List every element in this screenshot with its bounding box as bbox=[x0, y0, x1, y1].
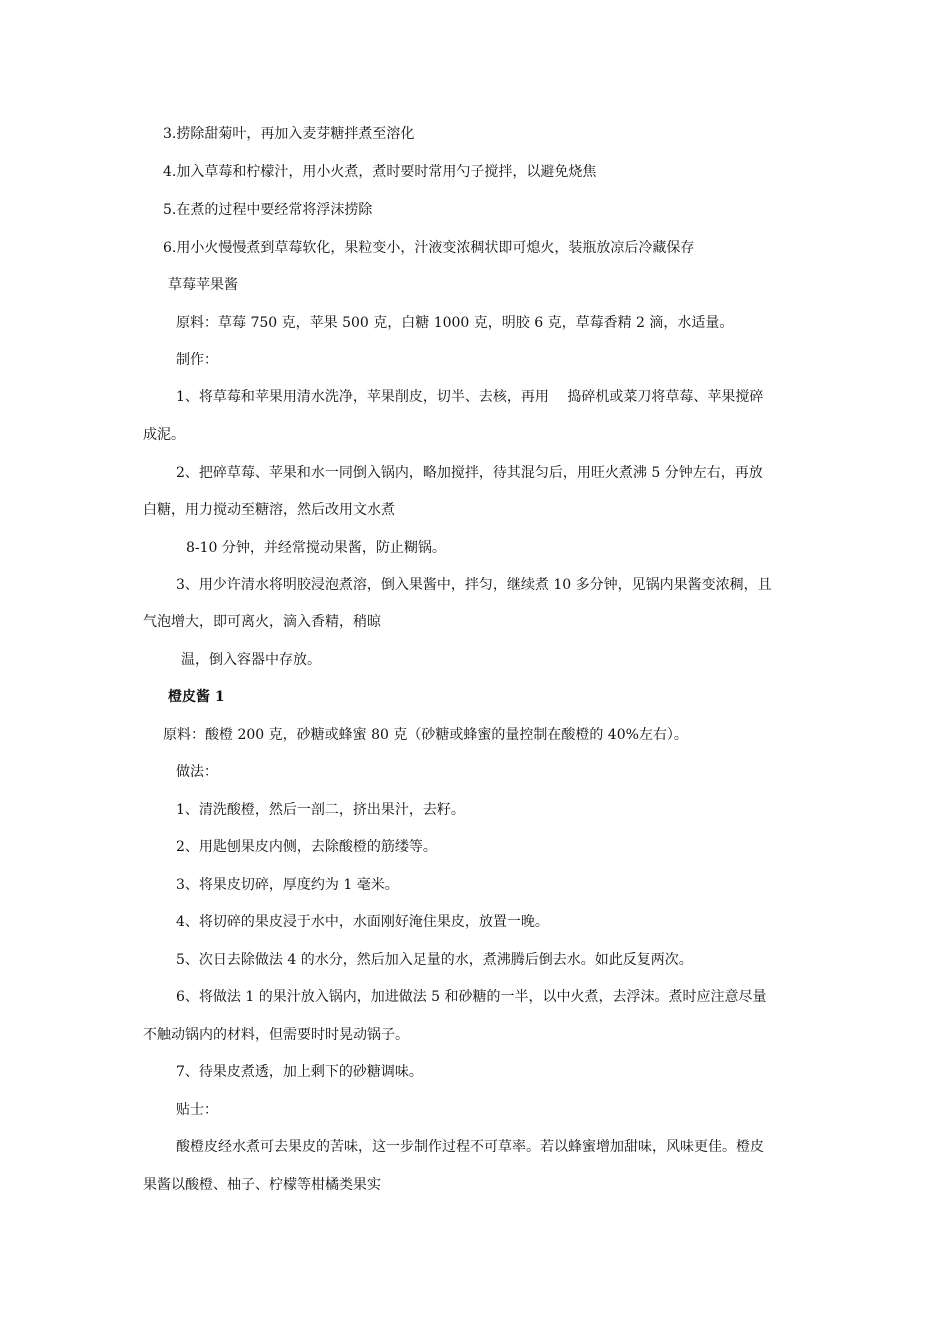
method-label: 做法： bbox=[176, 764, 218, 780]
step-line-continued: 不触动锅内的材料，但需要时时晃动锅子。 bbox=[143, 1027, 409, 1043]
step-line: 1、清洗酸橙，然后一剖二，挤出果汁，去籽。 bbox=[176, 802, 465, 818]
step-line: 3、用少许清水将明胶浸泡煮溶，倒入果酱中，拌匀，继续煮 10 多分钟，见锅内果酱变浓稠，且 bbox=[176, 577, 772, 593]
step-line: 7、待果皮煮透，加上剩下的砂糖调味。 bbox=[176, 1064, 423, 1080]
step-line-continued: 温，倒入容器中存放。 bbox=[181, 652, 321, 668]
recipe-title: 橙皮酱 1 bbox=[168, 689, 225, 705]
step-line: 2、用匙刨果皮内侧，去除酸橙的筋缕等。 bbox=[176, 839, 437, 855]
step-line: 4、将切碎的果皮浸于水中，水面刚好淹住果皮，放置一晚。 bbox=[176, 914, 549, 930]
step-line: 5.在煮的过程中要经常将浮沫捞除 bbox=[163, 202, 373, 218]
step-line: 2、把碎草莓、苹果和水一同倒入锅内，略加搅拌，待其混匀后，用旺火煮沸 5 分钟左右，再放 bbox=[176, 465, 763, 481]
step-line: 4.加入草莓和柠檬汁，用小火煮，煮时要时常用勺子搅拌，以避免烧焦 bbox=[163, 164, 597, 180]
step-line: 1、将草莓和苹果用清水洗净，苹果削皮，切半、去核，再用 捣碎机或菜刀将草莓、苹果搅碎 bbox=[176, 389, 764, 405]
tips-label: 贴士： bbox=[176, 1102, 218, 1118]
ingredients-line: 原料：草莓 750 克，苹果 500 克，白糖 1000 克，明胶 6 克，草莓香精 2 滴，水适量。 bbox=[176, 315, 734, 331]
step-line: 5、次日去除做法 4 的水分，然后加入足量的水，煮沸腾后倒去水。如此反复两次。 bbox=[176, 952, 693, 968]
step-line: 3、将果皮切碎，厚度约为 1 毫米。 bbox=[176, 877, 399, 893]
method-label: 制作： bbox=[176, 352, 218, 368]
step-line-continued: 气泡增大，即可离火，滴入香精，稍晾 bbox=[143, 614, 381, 630]
ingredients-line: 原料：酸橙 200 克，砂糖或蜂蜜 80 克（砂糖或蜂蜜的量控制在酸橙的 40%左右）。 bbox=[163, 727, 688, 743]
step-line: 6、将做法 1 的果汁放入锅内，加进做法 5 和砂糖的一半，以中火煮，去浮沫。煮时应注意尽量 bbox=[176, 989, 767, 1005]
step-line-continued: 成泥。 bbox=[143, 427, 185, 443]
step-line: 6.用小火慢慢煮到草莓软化，果粒变小，汁液变浓稠状即可熄火，装瓶放凉后冷藏保存 bbox=[163, 240, 695, 256]
step-line-continued: 8-10 分钟，并经常搅动果酱，防止糊锅。 bbox=[186, 540, 446, 556]
tips-line: 酸橙皮经水煮可去果皮的苦味，这一步制作过程不可草率。若以蜂蜜增加甜味，风味更佳。橙皮 bbox=[176, 1139, 764, 1155]
step-line-continued: 白糖，用力搅动至糖溶，然后改用文水煮 bbox=[143, 502, 395, 518]
recipe-title: 草莓苹果酱 bbox=[168, 277, 238, 293]
step-line: 3.捞除甜菊叶，再加入麦芽糖拌煮至溶化 bbox=[163, 126, 415, 142]
tips-line-continued: 果酱以酸橙、柚子、柠檬等柑橘类果实 bbox=[143, 1177, 381, 1193]
